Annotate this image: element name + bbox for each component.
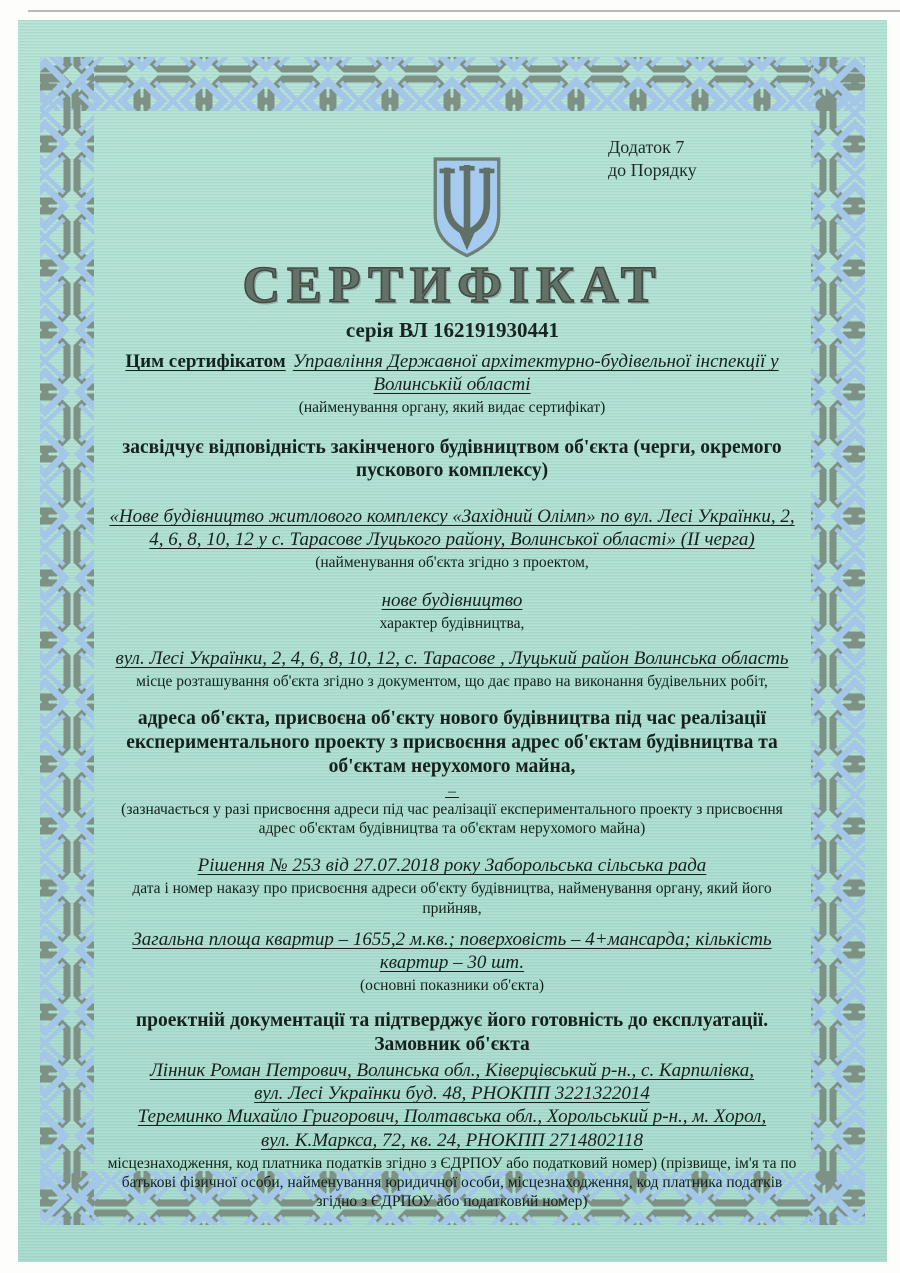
address-caption: (зазначається у разі присвоєння адреси під час реалізації експериментального проекту з присвоєння адрес об'єктам будівництва та об'єктам нерухомого майна) bbox=[121, 800, 783, 838]
border-band-left bbox=[40, 57, 94, 1225]
certificate-body bbox=[102, 350, 802, 1211]
issuing-authority-line bbox=[102, 350, 802, 396]
customer-heading: Замовник об'єкта bbox=[374, 1034, 530, 1056]
certificate-title: СЕРТИФІКАТ bbox=[242, 257, 663, 314]
decision-caption: дата і номер наказу про присвоєння адреси об'єкту будівництва, найменування органу, який його прийняв, bbox=[132, 880, 772, 917]
issuing-authority-caption: (найменування органу, який видає сертифікат) bbox=[298, 399, 606, 417]
customer1-line1: Лінник Роман Петрович, Волинська обл., Ківерцівський р-н., с. Карпилівка, bbox=[149, 1059, 755, 1081]
readiness-statement: проектній документації та підтверджує його готовність до експлуатації. bbox=[135, 1010, 769, 1032]
object-name-line: «Нове будівництво житлового комплексу «Західний Олімп» по вул. Лесі Українки, 2, 4, 6, 8, 10, 12 у с. Тарасове Луцького району, Волинської області» (ІІ черга) bbox=[109, 506, 795, 551]
address-blank-line bbox=[102, 781, 802, 800]
indicators-caption: (основні показники об'єкта) bbox=[359, 977, 545, 995]
issuing-authority-prefix: Цим сертифікатом bbox=[125, 351, 286, 372]
certifies-statement: засвідчує відповідність закінченого будівництвом об'єкта (черги, окремого пускового комплексу) bbox=[122, 436, 782, 482]
customer1-line2: вул. Лесі Українки буд. 48, РНОКПП 3221322014 bbox=[254, 1083, 650, 1105]
border-band-top bbox=[40, 57, 865, 111]
certificate-sheet bbox=[18, 20, 887, 1262]
location-caption: місце розташування об'єкта згідно з документом, що дає право на виконання будівельних робіт, bbox=[136, 673, 768, 691]
annex-note bbox=[608, 136, 697, 182]
construction-type-caption: характер будівництва, bbox=[379, 614, 525, 632]
certificate-series: серія ВЛ 162191930441 bbox=[345, 318, 560, 342]
customer2-line1: Тереминко Михайло Григорович, Полтавська обл., Хорольський р-н., м. Хорол, bbox=[137, 1106, 767, 1128]
annex-line-1: Додаток 7 bbox=[608, 137, 685, 157]
decision-line: Рішення № 253 від 27.07.2018 року Заборольська сільська рада bbox=[197, 855, 707, 877]
scan-edge-line bbox=[28, 10, 900, 12]
trident-icon bbox=[442, 168, 492, 233]
border-band-right bbox=[811, 57, 865, 1225]
indicators-line: Загальна площа квартир – 1655,2 м.кв.; поверховість – 4+мансарда; кількість квартир – 30 шт. bbox=[132, 928, 772, 974]
issuing-authority-value: Управління Державної архітектурно-будівельної інспекції у Волинській області bbox=[292, 351, 779, 396]
address-blank-value: – bbox=[445, 788, 459, 798]
customer2-line2: вул. К.Маркса, 72, кв. 24, РНОКПП 2714802118 bbox=[260, 1129, 644, 1151]
location-line: вул. Лесі Українки, 2, 4, 6, 8, 10, 12, с. Тарасове , Луцький район Волинська область bbox=[115, 648, 789, 670]
construction-type-line: нове будівництво bbox=[381, 589, 523, 611]
address-heading: адреса об'єкта, присвоєна об'єкту нового будівництва під час реалізації експериментального проекту з присвоєння адрес об'єктам будівництва та об'єктам нерухомого майна, bbox=[126, 708, 778, 778]
customer-caption: місцезнаходження, код платника податків згідно з ЄДРПОУ або податковий номер) (прізвище, ім'я та по батькові фізичної особи, найменування юридичної особи, місцезнаходження, код платника податків згідно з ЄДРПОУ або податковий номер) bbox=[107, 1154, 797, 1211]
object-name-caption: (найменування об'єкта згідно з проектом, bbox=[315, 554, 589, 572]
annex-line-2: до Порядку bbox=[608, 160, 697, 180]
coat-of-arms-shield-icon bbox=[426, 152, 508, 264]
